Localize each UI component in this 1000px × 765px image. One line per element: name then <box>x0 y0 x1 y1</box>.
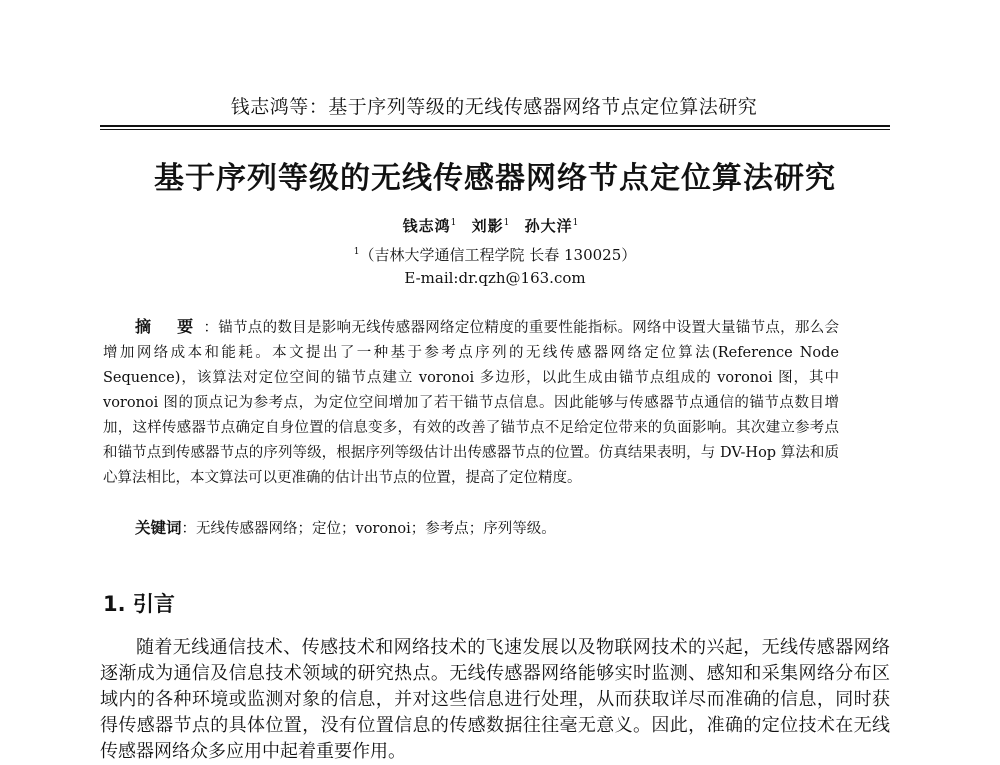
keywords <box>103 516 839 538</box>
section-heading-introduction: 1. 引言 <box>103 592 175 616</box>
affiliation <box>100 244 890 265</box>
author-affiliation-marker: 1 <box>450 218 458 228</box>
author-name: 钱志鸿 <box>402 217 451 235</box>
abstract-label: 摘 要 <box>135 317 204 336</box>
paper-title: 基于序列等级的无线传感器网络节点定位算法研究 <box>154 161 836 196</box>
header-rule <box>100 125 890 127</box>
author-name: 刘影 <box>471 217 504 235</box>
keywords-label: 关键词 <box>135 518 182 537</box>
running-header: 钱志鸿等：基于序列等级的无线传感器网络节点定位算法研究 <box>230 96 758 118</box>
affiliation-marker: 1 <box>353 247 360 257</box>
author-name: 孙大洋 <box>524 217 573 235</box>
abstract-colon: ： <box>203 320 219 336</box>
author-list <box>100 215 890 236</box>
author-email: E-mail:dr.qzh@163.com <box>404 269 586 287</box>
keywords-text: 无线传感器网络；定位；voronoi；参考点；序列等级。 <box>196 521 556 537</box>
abstract <box>103 314 839 491</box>
affiliation-text: （吉林大学通信工程学院 长春 130025） <box>359 246 637 264</box>
keywords-colon: ： <box>181 521 197 537</box>
author-affiliation-marker: 1 <box>572 218 580 228</box>
author-affiliation-marker: 1 <box>503 218 511 228</box>
header-rule-thin <box>100 129 890 130</box>
introduction-paragraph: 随着无线通信技术、传感技术和网络技术的飞速发展以及物联网技术的兴起，无线传感器网络逐渐成为通信及信息技术领域的研究热点。无线传感器网络能够实时监测、感知和采集网络分布区域内的各种环境或监测对象的信息，并对这些信息进行处理，从而获取详尽而准确的信息，同时获得传感器节点的具体位置，没有位置信息的传感数据往往毫无意义。因此，准确的定位技术在无线传感器网络众多应用中起着重要作用。 <box>100 637 890 762</box>
abstract-text: 锚节点的数目是影响无线传感器网络定位精度的重要性能指标。网络中设置大量锚节点，那么会增加网络成本和能耗。本文提出了一种基于参考点序列的无线传感器网络定位算法(Reference Node Sequence)，该算法对定位空间的锚节点建立 voronoi 多边形，以此生成由锚节点组成的 voronoi 图，其中 voronoi 图的顶点记为参考点，为定位空间增加了若干锚节点信息。因此能够与传感器节点通信的锚节点数目增加，这样传感器节点确定自身位置的信息变多，有效的改善了锚节点不足给定位带来的负面影响。其次建立参考点和锚节点到传感器节点的序列等级，根据序列等级估计出传感器节点的位置。仿真结果表明，与 DV-Hop 算法和质心算法相比，本文算法可以更准确的估计出节点的位置，提高了定位精度。 <box>103 320 840 486</box>
